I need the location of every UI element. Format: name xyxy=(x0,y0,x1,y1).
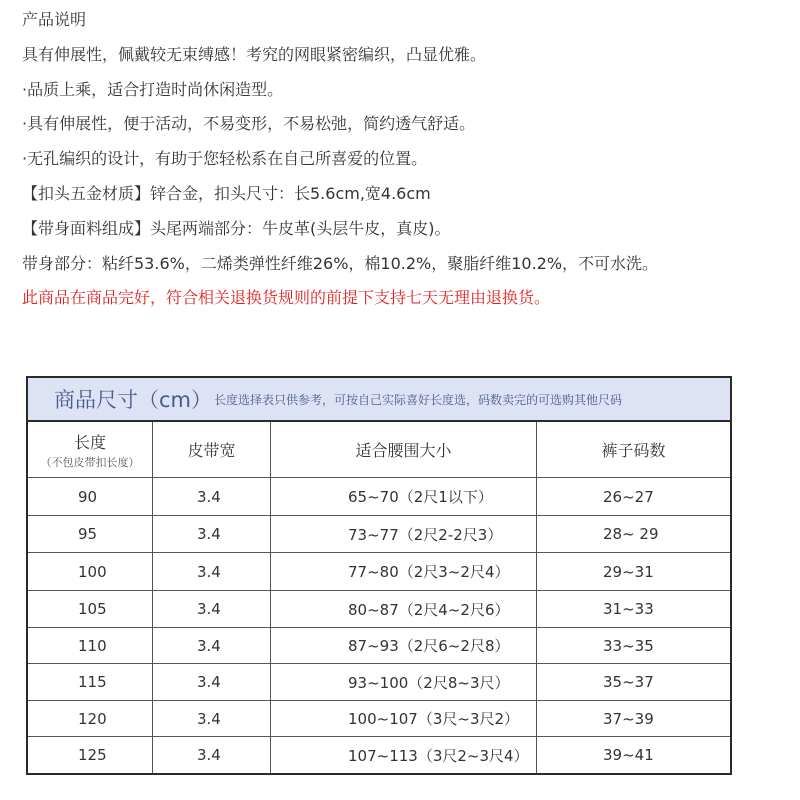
product-description xyxy=(22,10,792,323)
column-header-length xyxy=(28,422,153,478)
table-row xyxy=(28,664,730,701)
table-row xyxy=(28,553,730,591)
cell-belt-width: 3.4 xyxy=(153,553,271,591)
column-header-label: 裤子码数 xyxy=(601,441,666,460)
column-header-waist xyxy=(271,422,537,478)
cell-waist: 87~93（2尺6~2尺8） xyxy=(271,628,537,664)
column-header-sub: （不包皮带扣长度） xyxy=(40,455,140,469)
cell-pants-size: 31~33 xyxy=(537,591,730,628)
column-header-belt-width xyxy=(153,422,271,478)
table-row xyxy=(28,701,730,737)
table-row xyxy=(28,478,730,516)
description-line: 带身部分：粘纤53.6%，二烯类弹性纤维26%，棉10.2%，聚脂纤维10.2%，不可水洗。 xyxy=(22,253,659,273)
cell-waist: 93~100（2尺8~3尺） xyxy=(271,664,537,701)
cell-length: 105 xyxy=(28,591,153,628)
column-header-row xyxy=(28,422,730,478)
table-row xyxy=(28,516,730,553)
cell-pants-size: 26~27 xyxy=(537,478,730,516)
cell-length: 120 xyxy=(28,701,153,737)
cell-pants-size: 39~41 xyxy=(603,746,654,764)
cell-length: 115 xyxy=(28,664,153,701)
cell-belt-width: 3.4 xyxy=(153,516,271,553)
cell-pants-size: 35~37 xyxy=(537,664,730,701)
size-table-note: 长度选择表只供参考，可按自己实际喜好长度选，码数卖完的可选购其他尺码 xyxy=(214,392,623,407)
cell-belt-width: 3.4 xyxy=(153,591,271,628)
description-line: 【带身面料组成】头尾两端部分：牛皮革(头层牛皮，真皮)。 xyxy=(22,218,451,238)
cell-waist: 77~80（2尺3~2尺4） xyxy=(271,553,537,591)
cell-length: 110 xyxy=(28,628,153,664)
cell-length: 95 xyxy=(28,516,153,553)
cell-belt-width: 3.4 xyxy=(153,701,271,737)
cell-belt-width: 3.4 xyxy=(153,664,271,701)
table-row xyxy=(28,591,730,628)
cell-waist: 73~77（2尺2-2尺3） xyxy=(271,516,537,553)
cell-waist: 80~87（2尺4~2尺6） xyxy=(271,591,537,628)
size-grid xyxy=(28,422,730,773)
cell-length: 90 xyxy=(28,478,153,516)
column-header-label: 长度 xyxy=(73,432,106,452)
cell-waist: 107~113（3尺2~3尺4） xyxy=(271,737,537,773)
cell-waist: 65~70（2尺1以下） xyxy=(271,478,537,516)
cell-pants-size: 33~35 xyxy=(537,628,730,664)
description-line: ·无孔编织的设计，有助于您轻松系在自己所喜爱的位置。 xyxy=(22,149,428,169)
cell-length: 125 xyxy=(28,737,153,773)
cell-pants-size: 29~31 xyxy=(537,553,730,591)
column-header-label: 皮带宽 xyxy=(187,441,236,460)
cell-pants-size: 37~39 xyxy=(537,701,730,737)
column-header-pants-size xyxy=(537,422,730,478)
cell-belt-width: 3.4 xyxy=(153,737,271,773)
cell-pants-size: 28~ 29 xyxy=(537,516,730,553)
description-line: ·品质上乘，适合打造时尚休闲造型。 xyxy=(22,79,284,99)
description-line: ·具有伸展性，便于活动，不易变形，不易松弛，简约透气舒适。 xyxy=(22,114,476,134)
return-policy-notice: 此商品在商品完好，符合相关退换货规则的前提下支持七天无理由退换货。 xyxy=(22,288,551,308)
description-heading: 产品说明 xyxy=(22,10,87,29)
cell-waist: 100~107（3尺~3尺2） xyxy=(271,701,537,737)
size-table xyxy=(26,376,732,775)
size-table-title: 商品尺寸（cm） xyxy=(54,388,213,412)
cell-belt-width: 3.4 xyxy=(153,478,271,516)
size-table-header xyxy=(28,378,730,422)
table-row xyxy=(28,737,730,773)
cell-length: 100 xyxy=(28,553,153,591)
column-header-label: 适合腰围大小 xyxy=(355,441,452,460)
table-row xyxy=(28,628,730,664)
description-line: 具有伸展性，佩戴较无束缚感！考究的网眼紧密编织，凸显优雅。 xyxy=(22,44,487,64)
description-line: 【扣头五金材质】锌合金，扣头尺寸：长5.6cm,宽4.6cm xyxy=(22,183,431,203)
cell-belt-width: 3.4 xyxy=(153,628,271,664)
